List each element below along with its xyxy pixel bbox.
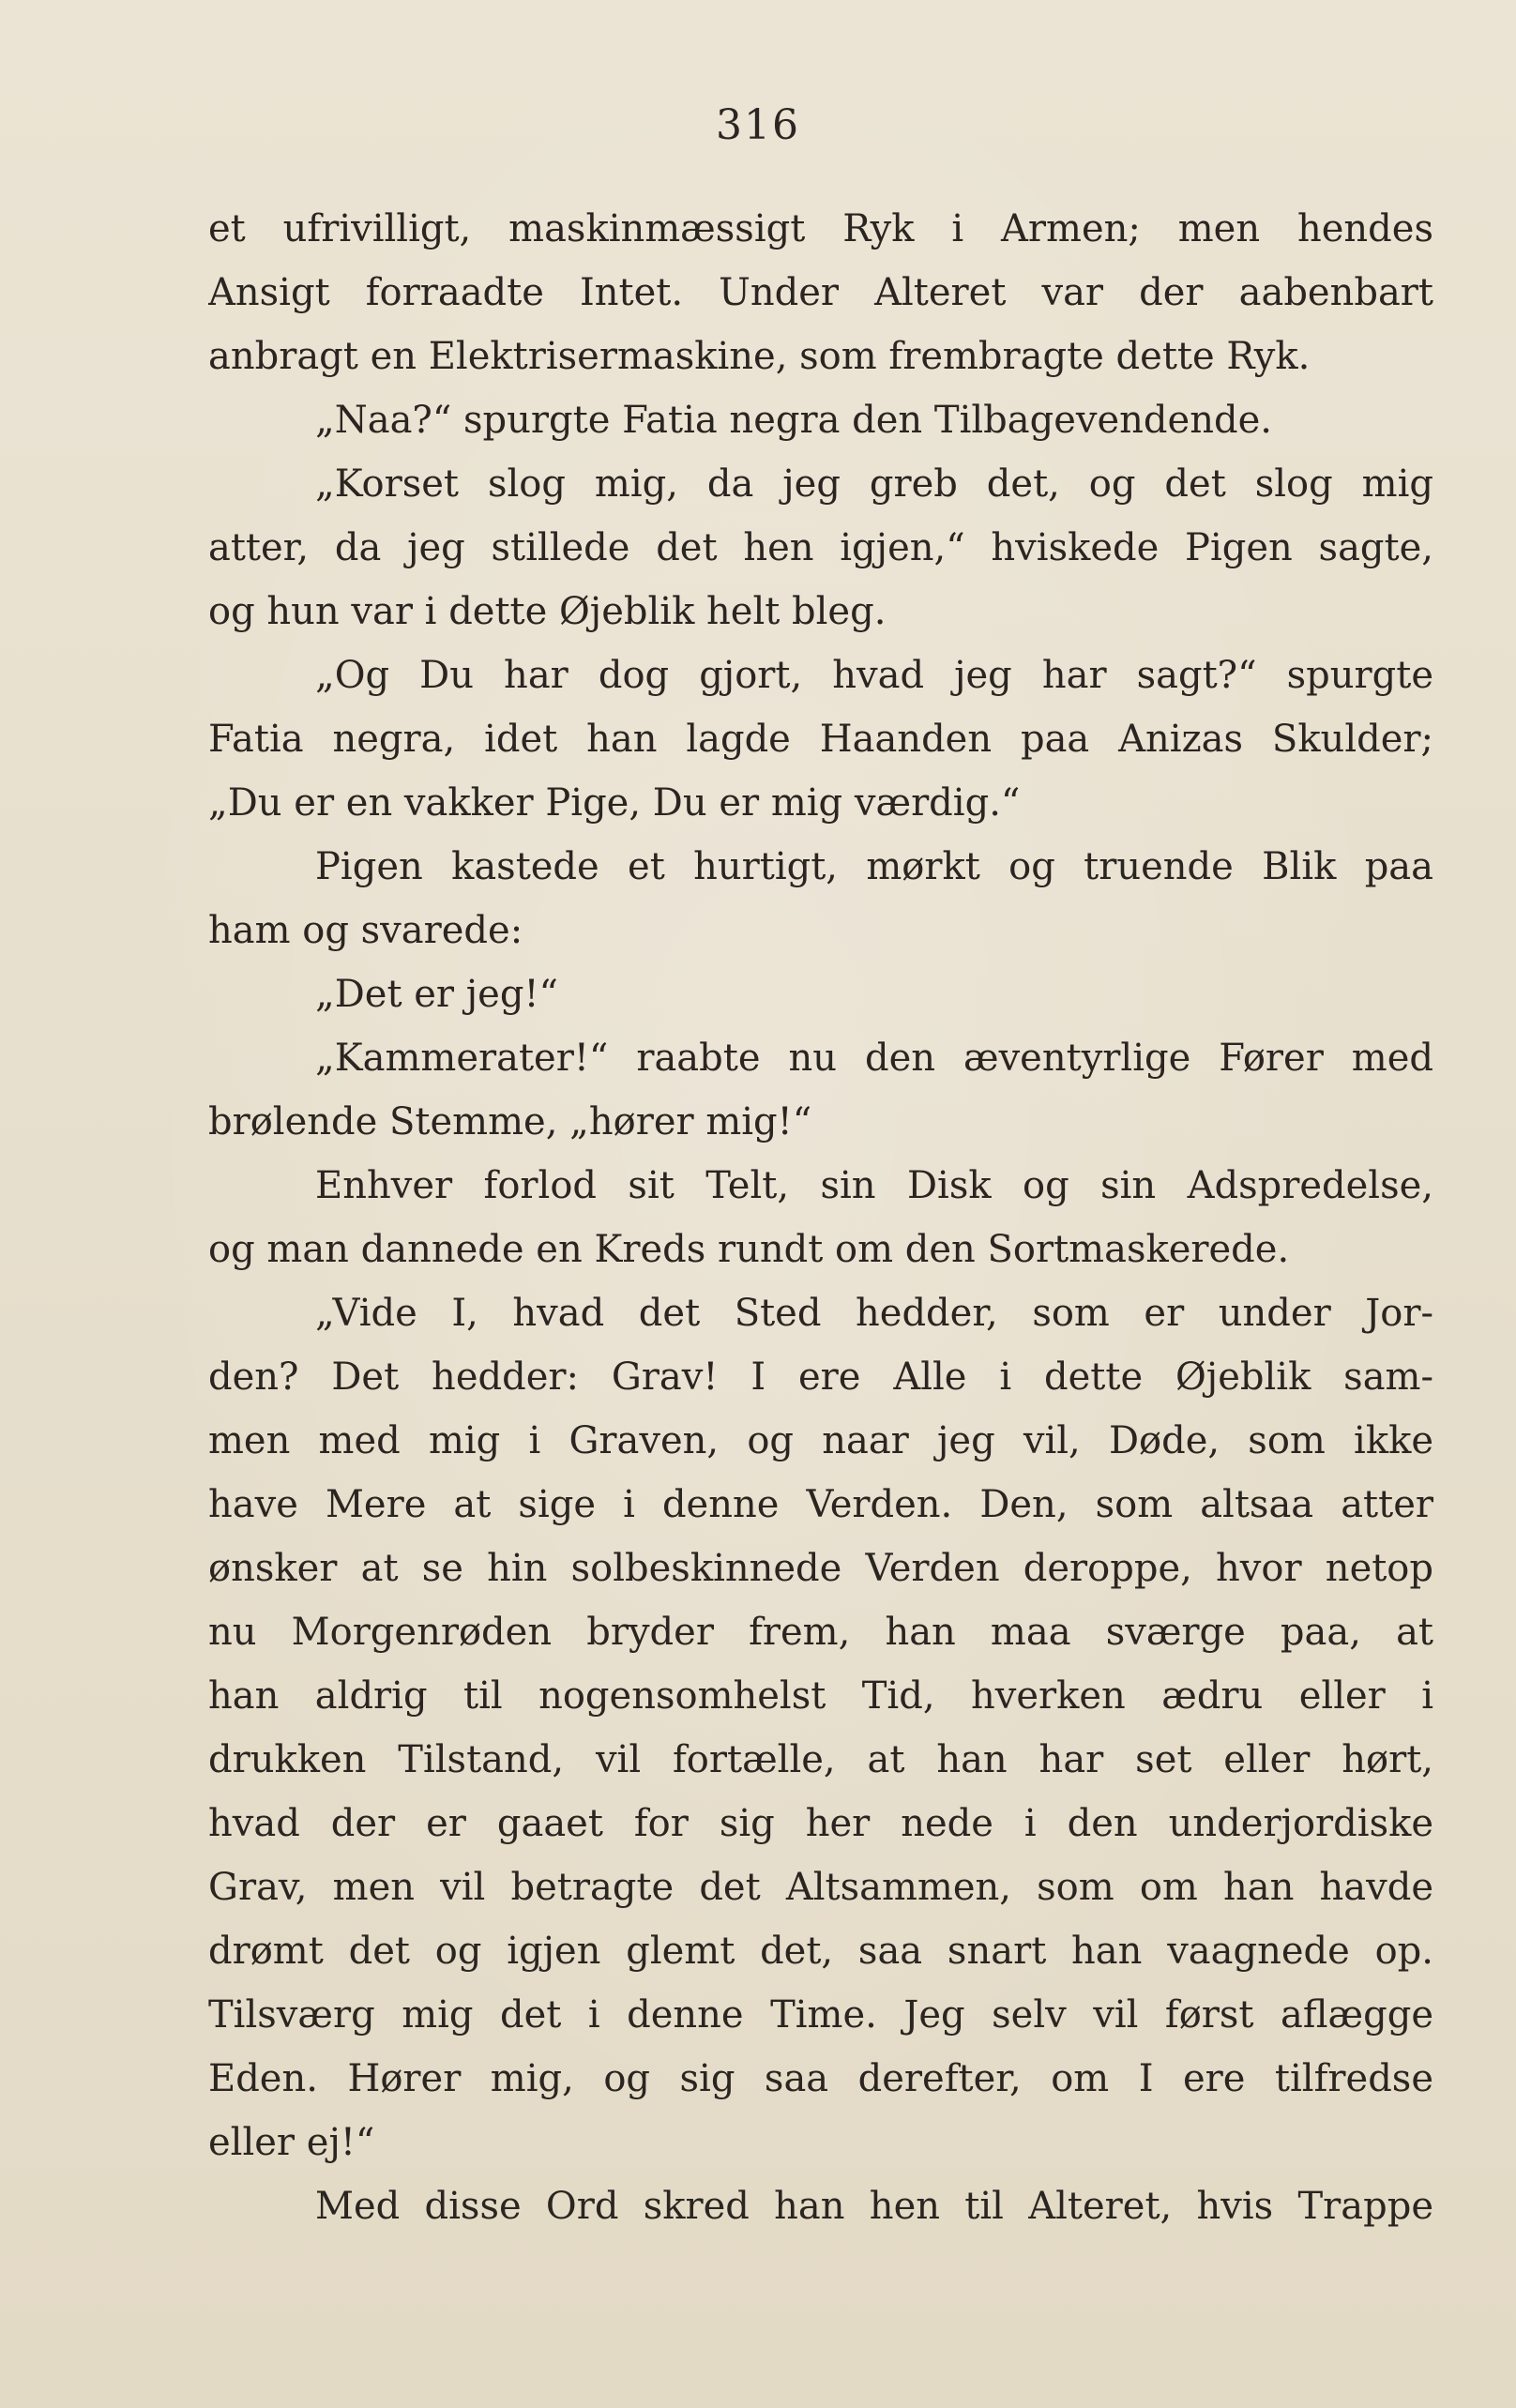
text-line: ham og svarede: bbox=[208, 909, 523, 952]
text-line: og hun var i dette Øjeblik helt bleg. bbox=[208, 590, 887, 633]
text-line: „Og Du har dog gjort, hvad jeg har sagt?“ spurgte bbox=[315, 654, 1433, 697]
text-line: drømt det og igjen glemt det, saa snart han vaagnede op. bbox=[208, 1930, 1433, 1973]
text-line: „Kammerater!“ raabte nu den æventyrlige Fører med bbox=[315, 1037, 1433, 1080]
text-line: nu Morgenrøden bryder frem, han maa sværge paa, at bbox=[208, 1611, 1433, 1654]
text-line: han aldrig til nogensomhelst Tid, hverken ædru eller i bbox=[208, 1674, 1433, 1718]
text-line: ønsker at se hin solbeskinnede Verden deroppe, hvor netop bbox=[208, 1547, 1433, 1590]
text-line: drukken Tilstand, vil fortælle, at han har set eller hørt, bbox=[208, 1738, 1433, 1781]
text-line: hvad der er gaaet for sig her nede i den underjordiske bbox=[208, 1802, 1433, 1845]
text-line: Ansigt forraadte Intet. Under Alteret var der aabenbart bbox=[208, 271, 1433, 314]
text-line: Eden. Hører mig, og sig saa derefter, om I ere tilfredse bbox=[208, 2057, 1433, 2100]
text-line: Pigen kastede et hurtigt, mørkt og truende Blik paa bbox=[315, 845, 1433, 888]
text-line: „Naa?“ spurgte Fatia negra den Tilbagevendende. bbox=[315, 399, 1272, 442]
page-number: 316 bbox=[716, 101, 800, 149]
text-line: Tilsværg mig det i denne Time. Jeg selv vil først aflægge bbox=[208, 1993, 1433, 2037]
text-line: „Korset slog mig, da jeg greb det, og det slog mig bbox=[315, 462, 1433, 506]
text-line: eller ej!“ bbox=[208, 2121, 375, 2164]
text-line: Enhver forlod sit Telt, sin Disk og sin Adspredelse, bbox=[315, 1164, 1433, 1207]
text-line: „Vide I, hvad det Sted hedder, som er under Jor- bbox=[315, 1292, 1433, 1335]
text-line: „Det er jeg!“ bbox=[315, 973, 558, 1016]
text-line: Grav, men vil betragte det Altsammen, som om han havde bbox=[208, 1866, 1433, 1909]
text-line: atter, da jeg stillede det hen igjen,“ hviskede Pigen sagte, bbox=[208, 526, 1433, 569]
text-line: den? Det hedder: Grav! I ere Alle i dette Øjeblik sam- bbox=[208, 1355, 1433, 1399]
text-line: et ufrivilligt, maskinmæssigt Ryk i Armen; men hendes bbox=[208, 207, 1433, 250]
body-text bbox=[208, 197, 1433, 2238]
text-line: og man dannede en Kreds rundt om den Sortmaskerede. bbox=[208, 1228, 1290, 1271]
text-line: Fatia negra, idet han lagde Haanden paa Anizas Skulder; bbox=[208, 718, 1433, 761]
text-line: have Mere at sige i denne Verden. Den, som altsaa atter bbox=[208, 1483, 1433, 1526]
text-line: „Du er en vakker Pige, Du er mig værdig.“ bbox=[208, 781, 1021, 825]
text-line: Med disse Ord skred han hen til Alteret, hvis Trappe bbox=[315, 2185, 1433, 2228]
text-line: brølende Stemme, „hører mig!“ bbox=[208, 1100, 812, 1143]
text-line: men med mig i Graven, og naar jeg vil, Døde, som ikke bbox=[208, 1419, 1433, 1462]
text-line: anbragt en Elektrisermaskine, som frembragte dette Ryk. bbox=[208, 335, 1311, 378]
